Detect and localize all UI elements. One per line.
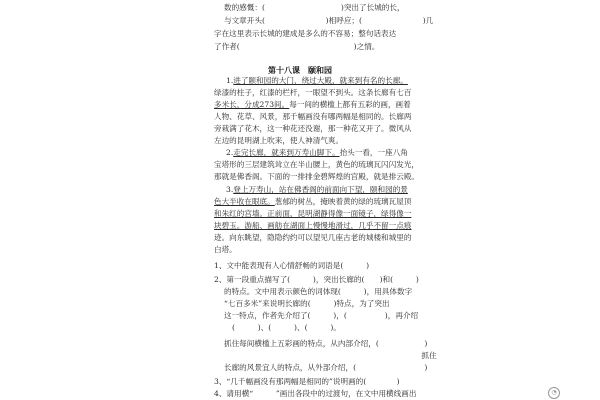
paragraph-3-line: 白塔。 (214, 245, 237, 254)
question-2-line: 这一特点，作者先介绍了( )，( )，再介绍 (224, 311, 419, 320)
text-line: 数的感慨：( )突出了长城的长， (224, 3, 405, 12)
paragraph-3-line: 迹。向东眺望，隐隐约约可以望见几座古老的城楼和城里的 (214, 233, 412, 242)
text-line: 与文章开头( )相呼应；( )几 (224, 16, 434, 25)
underlined-text: 多米长，分成273间。 (214, 100, 290, 109)
paragraph-text: 每一间的横槛上都有五彩的画，画着 (289, 100, 411, 109)
underlined-text: 走完长廊，就来到万寿山脚下。 (233, 148, 340, 157)
question-2-line: 的特点。文中用表示颜色的词体现( )，用具体数字 (224, 287, 413, 296)
paragraph-2-line: 宝塔形的三层建筑耸立在半山腰上，黄色的琉璃瓦闪闪发光， (214, 160, 420, 169)
paragraph-2-line: 那就是佛香阁。下面的一排排金碧辉煌的宫殿，就是排云殿。 (214, 172, 420, 181)
question-1: 1、文中能表现有人心情舒畅的词语是( ) (214, 261, 370, 270)
question-2-line: 长廊的风景宜人的特点，从外部介绍，( ) (224, 363, 428, 372)
lesson-title: 第十八课 颐和园 (268, 65, 332, 75)
question-2-line: 2、第一段重点描写了( )，突出长廊的( )和( ) (214, 275, 419, 284)
paragraph-3-line: 和朱红的宫墙。正前面，昆明湖静得像一面镜子，绿得像一 (214, 209, 412, 218)
question-2-line: “七百多米”来说明长廊的( )特点，为了突出 (224, 299, 390, 308)
paragraph-number: 1. (226, 76, 234, 85)
paragraph-3-line (214, 197, 411, 207)
question-2-line: 抓住每间横槛上五彩画的特点，从内部介绍，( ) (224, 339, 428, 348)
paragraph-number: 2. (226, 148, 234, 157)
paragraph-text: 葱郁的树丛，掩映着黄的绿的琉璃瓦屋顶 (274, 197, 412, 206)
paragraph-2-line (226, 148, 408, 158)
watermark-logo-icon: ◔ (548, 387, 560, 399)
text-line: 字在这里表示长城的建成是多么的不容易；整句话表达 (214, 29, 397, 38)
paragraph-3-line: 块碧玉。游船、画舫在湖面上慢慢地滑过，几乎不留一点痕 (214, 221, 412, 230)
underlined-text: 进了颐和园的大门，绕过大殿，就来到有名的长廊。 (233, 76, 408, 85)
underlined-text: 登上万寿山，站在佛香阁的前面向下望，颐和园的景 (233, 185, 408, 194)
paragraph-1-line: 旁栽满了花木，这一种花还没谢，那一种花又开了。微风从 (214, 124, 412, 133)
text-line: 了作者( )之情。 (214, 42, 380, 51)
paragraph-1-line (226, 76, 408, 86)
paragraph-1-line (214, 100, 411, 110)
paragraph-text: 抬头一看，一座八角 (339, 148, 408, 157)
question-2-line: 抓住 (224, 351, 437, 360)
paragraph-number: 3. (226, 185, 234, 194)
underlined-text: 色大半收在眼底。 (214, 197, 275, 206)
paragraph-1-line: 人物、花草、风景，那千幅画没有哪两幅是相同的。长廊两 (214, 112, 412, 121)
paragraph-1-line: 左边的昆明湖上吹来，使人神清气爽。 (214, 136, 344, 145)
paragraph-1-line: 绿漆的柱子，红漆的栏杆，一眼望不到头。这条长廊有七百 (214, 88, 412, 97)
question-2-line: ( )、( )、( )。 (232, 323, 341, 332)
paragraph-3-line (226, 185, 408, 195)
question-3: 3、“几千幅画没有那两幅是相同的”说明画的( ) (214, 377, 400, 386)
question-4: 4、请用横“ ”画出各段中的过渡句，在文中用横线画出 (214, 389, 417, 398)
